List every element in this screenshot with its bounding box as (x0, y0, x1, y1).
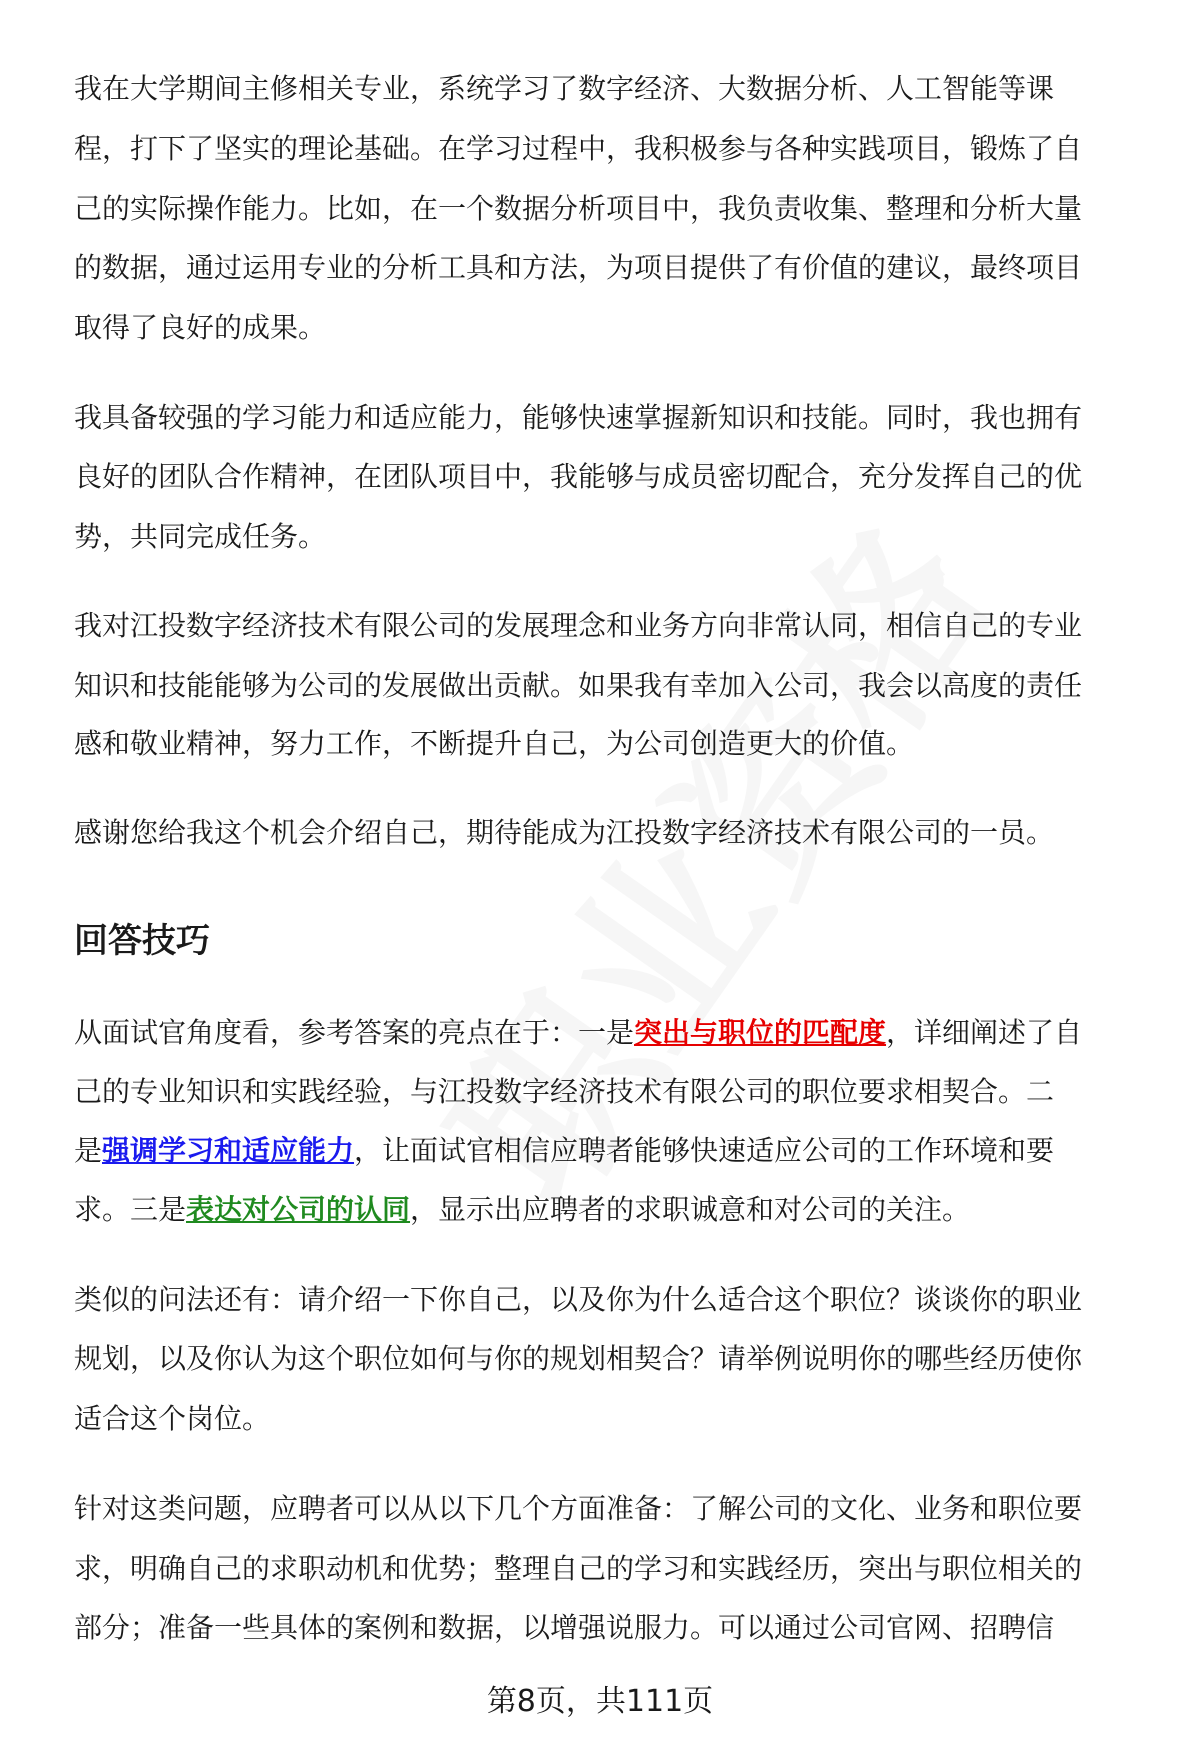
highlight-identity: 表达对公司的认同 (186, 1193, 411, 1226)
tips-line (74, 1015, 1082, 1051)
paragraph-line: 感和敬业精神，努力工作，不断提升自己，为公司创造更大的价值。 (74, 727, 915, 760)
paragraph-line: 己的实际操作能力。比如，在一个数据分析项目中，我负责收集、整理和分析大量 (74, 192, 1083, 225)
text: ，让面试官相信应聘者能够快速适应公司的工作环境和要 (354, 1134, 1055, 1167)
watermark (380, 467, 1040, 1246)
page-number: 第8页，共111页 (486, 1684, 714, 1719)
paragraph-line: 感谢您给我这个机会介绍自己，期待能成为江投数字经济技术有限公司的一员。 (74, 816, 1055, 849)
section-heading: 回答技巧 (74, 921, 210, 961)
highlight-match: 突出与职位的匹配度 (634, 1016, 887, 1049)
paragraph-line: 良好的团队合作精神，在团队项目中，我能够与成员密切配合，充分发挥自己的优 (74, 460, 1083, 493)
paragraph-line: 适合这个岗位。 (74, 1402, 271, 1435)
paragraph-line: 我在大学期间主修相关专业，系统学习了数字经济、大数据分析、人工智能等课 (74, 72, 1055, 105)
highlight-learning: 强调学习和适应能力 (102, 1134, 355, 1167)
paragraph-line: 类似的问法还有：请介绍一下你自己，以及你为什么适合这个职位？谈谈你的职业 (74, 1283, 1083, 1316)
paragraph-line: 的数据，通过运用专业的分析工具和方法，为项目提供了有价值的建议，最终项目 (74, 251, 1083, 284)
paragraph-line: 部分；准备一些具体的案例和数据，以增强说服力。可以通过公司官网、招聘信 (74, 1611, 1055, 1644)
paragraph-line: 针对这类问题，应聘者可以从以下几个方面准备：了解公司的文化、业务和职位要 (74, 1492, 1083, 1525)
paragraph-line: 求，明确自己的求职动机和优势；整理自己的学习和实践经历，突出与职位相关的 (74, 1552, 1083, 1585)
text: ，详细阐述了自 (886, 1016, 1083, 1049)
tips-line (74, 1192, 970, 1228)
text: 从面试官角度看，参考答案的亮点在于：一是 (74, 1016, 635, 1049)
text: 是 (74, 1134, 103, 1167)
paragraph-line: 势，共同完成任务。 (74, 520, 327, 553)
tips-line: 己的专业知识和实践经验，与江投数字经济技术有限公司的职位要求相契合。二 (74, 1075, 1055, 1108)
text: ，显示出应聘者的求职诚意和对公司的关注。 (410, 1193, 971, 1226)
text: 求。三是 (74, 1193, 187, 1226)
tips-line (74, 1133, 1054, 1169)
paragraph-line: 知识和技能能够为公司的发展做出贡献。如果我有幸加入公司，我会以高度的责任 (74, 669, 1083, 702)
paragraph-line: 取得了良好的成果。 (74, 311, 327, 344)
paragraph-line: 我对江投数字经济技术有限公司的发展理念和业务方向非常认同，相信自己的专业 (74, 609, 1083, 642)
paragraph-line: 我具备较强的学习能力和适应能力，能够快速掌握新知识和技能。同时，我也拥有 (74, 401, 1083, 434)
paragraph-line: 规划，以及你认为这个职位如何与你的规划相契合？请举例说明你的哪些经历使你 (74, 1342, 1083, 1375)
paragraph-line: 程，打下了坚实的理论基础。在学习过程中，我积极参与各种实践项目，锻炼了自 (74, 132, 1083, 165)
